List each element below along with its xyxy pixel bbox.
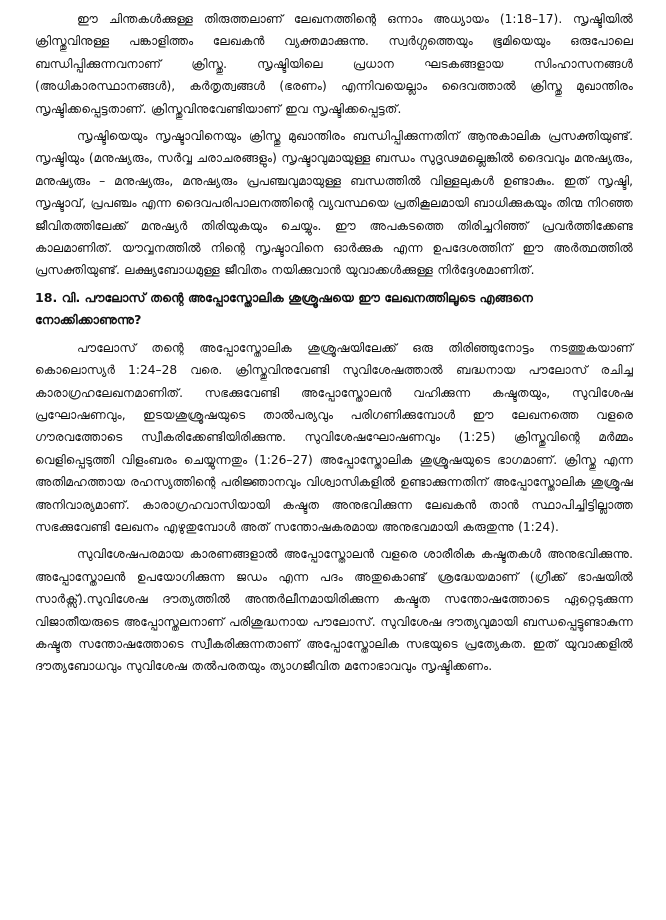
paragraph-suffering: സുവിശേഷപരമായ കാരണങ്ങളാൽ അപ്പോസ്തോലൻ വളരെ ശാരീരിക കഷ്ടതകൾ അനുഭവിക്കുന്നു. അപ്പോസ്തോലൻ ഉപയോഗിക്കുന്ന ജഡം എന്ന പദം അതുകൊണ്ട് ശ്രദ്ധേയമാണ് (ഗ്രീക്ക് ഭാഷയിൽ സാർക്സ്).സുവിശേഷ ദൗത്യത്തിൽ അന്തർലീനമായിരിക്കുന്ന കഷ്ടത സന്തോഷത്തോടെ ഏറ്റെടുക്കുന്ന വിജാതീയരുടെ അപ്പോസ്തലനാണ് പരിശുദ്ധനായ പൗലോസ്. സുവിശേഷ ദൗത്യവുമായി ബന്ധപ്പെട്ടുണ്ടാകുന്ന കഷ്ടത സന്തോഷത്തോടെ സ്വീകരിക്കുന്നതാണ് അപ്പോസ്തോലിക സഭയുടെ പ്രത്യേകത. ഇത് യുവാക്കളിൽ ദൗത്യബോധവും സുവിശേഷ തൽപരതയും ത്യാഗജീവിത മനോഭാവവും സൃഷ്ടിക്കണം. <box>35 547 633 674</box>
paragraph-creation-correction: ഈ ചിന്തകൾക്കുള്ള തിരുത്തലാണ് ലേഖനത്തിന്റെ ഒന്നാം അധ്യായം (1:18–17). സൃഷ്ടിയിൽ ക്രിസ്തുവിനുള്ള പങ്കാളിത്തം ലേഖകൻ വ്യക്തമാക്കുന്നു. സ്വർഗ്ഗത്തെയും ഭൂമിയെയും ഒരുപോലെ ബന്ധിപ്പിക്കുന്നവനാണ് ക്രിസ്തു. സൃഷ്ടിയിലെ പ്രധാന ഘടകങ്ങളായ സിംഹാസനങ്ങൾ (അധികാരസ്ഥാനങ്ങൾ), കർതൃത്വങ്ങൾ (ഭരണം) എന്നിവയെല്ലാം ദൈവത്താൽ ക്രിസ്തു മുഖാന്തിരം സൃഷ്ടിക്കപ്പെട്ടതാണ്. ക്രിസ്തുവിനുവേണ്ടിയാണ് ഇവ സൃഷ്ടിക്കപ്പെട്ടത്. <box>35 12 633 116</box>
question-heading: 18. വി. പൗലോസ് തന്റെ അപ്പോസ്തോലിക ശുശ്രൂഷയെ ഈ ലേഖനത്തിലൂടെ എങ്ങനെ നോക്കിക്കാണുന്നു? <box>35 289 533 328</box>
paragraph-apostolic-ministry: പൗലോസ് തന്റെ അപ്പോസ്തോലിക ശുശ്രൂഷയിലേക്ക് ഒരു തിരിഞ്ഞുനോട്ടം നടത്തുകയാണ് കൊലൊസ്യർ 1:24–28 വരെ. ക്രിസ്തുവിനുവേണ്ടി സുവിശേഷത്താൽ ബദ്ധനായ പൗലോസ് രചിച്ച കാരാഗ്രഹലേഖനമാണിത്. സഭക്കുവേണ്ടി അപ്പോസ്തോലൻ വഹിക്കുന്ന കഷ്ടതയും, സുവിശേഷ പ്രഘോഷണവും, ഇടയശുശ്രൂഷയുടെ താൽപര്യവും പരിഗണിക്കുമ്പോൾ ഈ ലേഖനത്തെ വളരെ ഗൗരവത്തോടെ സ്വീകരിക്കേണ്ടിയിരിക്കുന്നു. സുവിശേഷഘോഷണവും (1:25) ക്രിസ്തുവിന്റെ മർമ്മം വെളിപ്പെടുത്തി വിളംബരം ചെയ്യുന്നതും (1:26–27) അപ്പോസ്തോലിക ശുശ്രൂഷയുടെ ഭാഗമാണ്. ക്രിസ്തു എന്ന അതിമഹത്തായ രഹസ്യത്തിന്റെ പരിജ്ഞാനവും വിശ്വാസികളിൽ ഉണ്ടാക്കുന്നതിന് അപ്പോസ്തോലിക ശുശ്രൂഷ അനിവാര്യമാണ്. കാരാഗ്രഹവാസിയായി കഷ്ടത അനുഭവിക്കുന്ന ലേഖകൻ താൻ സ്ഥാപിച്ചിട്ടില്ലാത്ത സഭക്കുവേണ്ടി ലേഖനം എഴുതുമ്പോൾ അത് സന്തോഷകരമായ അനുഭവമായി കരുതുന്നു (1:24). <box>35 340 633 534</box>
paragraph-creator-relation: സൃഷ്ടിയെയും സൃഷ്ടാവിനെയും ക്രിസ്തു മുഖാന്തിരം ബന്ധിപ്പിക്കുന്നതിന് ആനുകാലിക പ്രസക്തിയുണ്ട്. സൃഷ്ടിയും (മനുഷ്യരും, സർവ്വ ചരാചരങ്ങളും) സൃഷ്ടാവുമായുള്ള ബന്ധം സുദൃഢമല്ലെങ്കിൽ ദൈവവും മനുഷ്യരും, മനുഷ്യരും – മനുഷ്യരും, മനുഷ്യരും പ്രപഞ്ചവുമായുള്ള ബന്ധത്തിൽ വിള്ളലുകൾ ഉണ്ടാകും. ഇത് സൃഷ്ടി, സൃഷ്ടാവ്, പ്രപഞ്ചം എന്ന ദൈവപരിപാലനത്തിന്റെ വ്യവസ്ഥയെ പ്രതികൂലമായി ബാധിക്കുകയും തിന്മ നിറഞ്ഞ ജീവിതത്തിലേക്ക് മനുഷ്യർ തിരിയുകയും ചെയ്യും. ഈ അപകടത്തെ തിരിച്ചറിഞ്ഞ് പ്രവർത്തിക്കേണ്ട കാലമാണിത്. യൗവ്വനത്തിൽ നിന്റെ സൃഷ്ടാവിനെ ഓർക്കുക എന്ന ഉപദേശത്തിന് ഈ അർത്ഥത്തിൽ പ്രസക്തിയുണ്ട്. ലക്ഷ്യബോധമുള്ള ജീവിതം നയിക്കുവാൻ യുവാക്കൾക്കുള്ള നിർദ്ദേശമാണിത്. <box>35 129 633 278</box>
document-page <box>35 8 633 683</box>
